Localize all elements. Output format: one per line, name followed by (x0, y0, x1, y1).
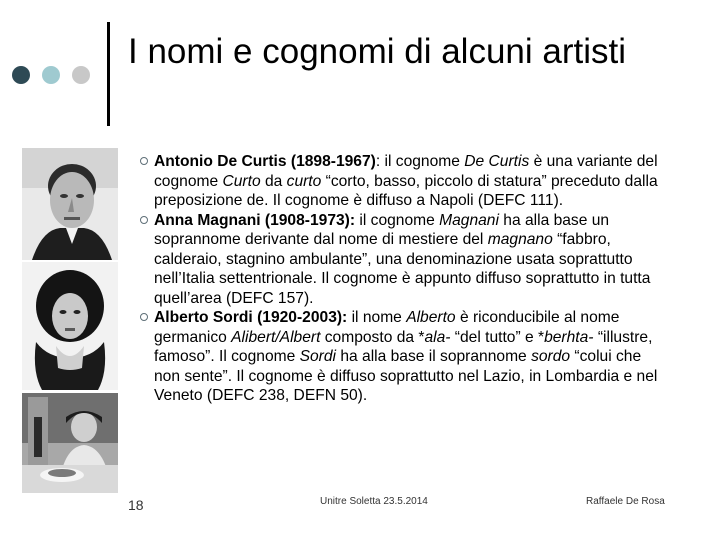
bullet-text: è riconducibile al nome germanico (154, 309, 620, 346)
bullet-heading: Alberto Sordi (1920-2003): (154, 309, 348, 326)
bullet-term: ala- (424, 328, 451, 346)
photo-antonio-de-curtis (22, 148, 118, 260)
bullet-term: Alibert/Albert (231, 328, 321, 346)
dot-dark (12, 66, 30, 84)
bullet-circle-icon (140, 313, 148, 321)
bullet-heading: Antonio De Curtis (1898-1967) (154, 153, 376, 170)
bullet-item (130, 308, 670, 406)
bullet-text: : il cognome (375, 153, 465, 170)
photo-alberto-sordi (22, 393, 118, 493)
bullet-term: Sordi (299, 348, 337, 365)
bullet-circle-icon (140, 157, 148, 165)
bullet-term: Alberto (406, 309, 456, 326)
bullet-term: sordo (531, 348, 571, 365)
bullet-circle-icon (140, 216, 148, 224)
bullet-text: “corto, basso, piccolo di statura” preceduto dalla preposizione de. Il cognome è diffuso a Napoli (DEFC 111). (154, 172, 658, 209)
bullet-text: composto da * (320, 328, 425, 346)
dot-gray (72, 66, 90, 84)
bullet-text: il nome (347, 309, 407, 326)
bullet-text: da (260, 172, 287, 190)
bullet-item (130, 152, 670, 211)
slide-title: I nomi e cognomi di alcuni artisti (128, 32, 626, 71)
dot-light-blue (42, 66, 60, 84)
bullet-text: “del tutto” e * (450, 328, 545, 346)
bullet-text: è una variante del cognome (154, 153, 658, 190)
bullet-text: il cognome (355, 211, 440, 229)
bullet-heading: Anna Magnani (1908-1973): (154, 211, 356, 229)
bullet-term: curto (286, 172, 322, 190)
bullet-term: Curto (222, 172, 261, 190)
footer-author: Raffaele De Rosa (586, 496, 665, 507)
bullet-term: De Curtis (464, 153, 530, 170)
bullet-item (130, 211, 670, 309)
bullet-text: “colui che non sente”. Il cognome è diffuso soprattutto nel Lazio, in Lombardia e nel Veneto (DEFC 238, DEFN 50). (154, 348, 658, 404)
decorative-dots (12, 66, 102, 84)
bullet-term: Magnani (439, 211, 499, 229)
title-divider (107, 22, 110, 126)
bullet-term: magnano (487, 231, 553, 248)
slide-number: 18 (128, 497, 144, 513)
bullet-list (130, 152, 670, 406)
bullet-text: “illustre, famoso”. Il cognome (154, 328, 653, 365)
bullet-term: berhta- (544, 328, 594, 346)
bullet-text: “fabbro, calderaio, stagnino ambulante”, una denominazione usata soprattutto nell’Italia settentrionale. Il cognome è appunto diffuso soprattutto in tutta quell’area (DEFC 157). (154, 231, 651, 307)
footer-event: Unitre Soletta 23.5.2014 (320, 496, 428, 507)
photo-anna-magnani (22, 262, 118, 390)
bullet-text: ha alla base il soprannome (336, 348, 532, 365)
bullet-text: ha alla base un soprannome derivante dal nome di mestiere del (154, 211, 610, 248)
